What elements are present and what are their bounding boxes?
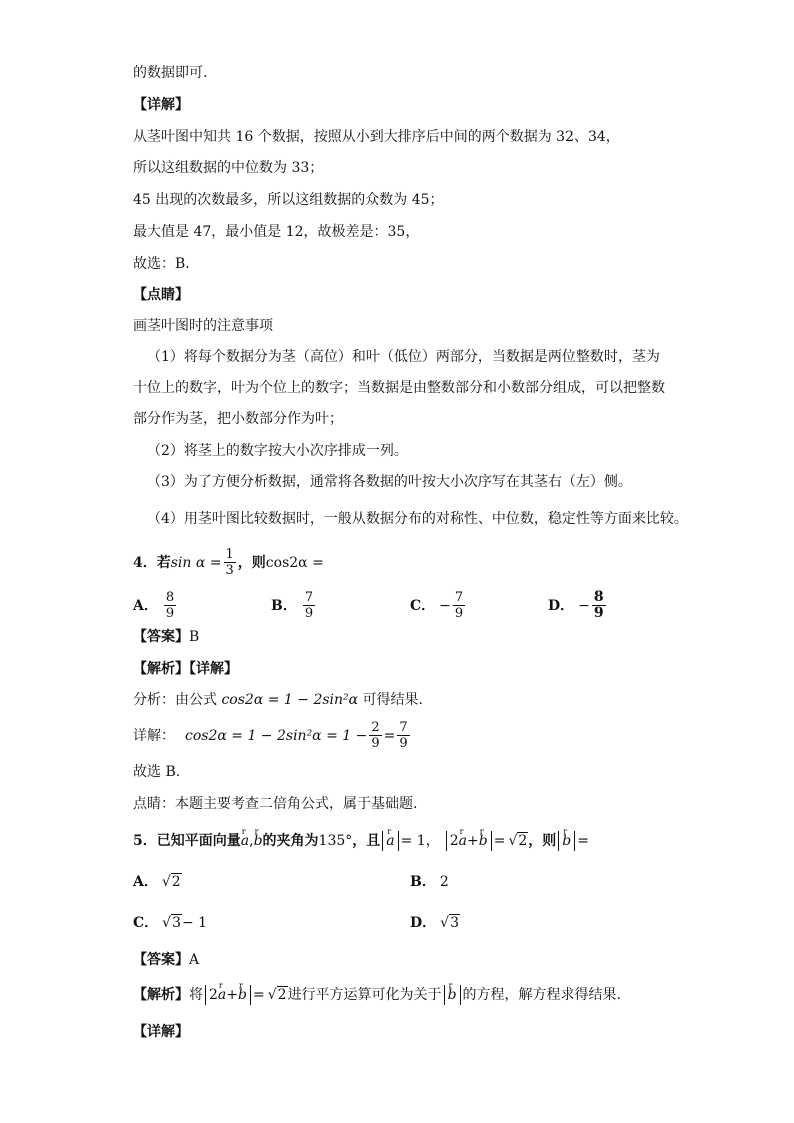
- text-line: 从茎叶图中知共 16 个数据，按照从小到大排序后中间的两个数据为 32、34，: [133, 129, 620, 145]
- option-a: A． $\frac{8}{9}$: [133, 590, 175, 621]
- fraction: $\frac{1}{3}$: [225, 547, 234, 578]
- text-line: 的数据即可.: [133, 65, 208, 81]
- analysis-line: 【解析】 将 2r a+r b = √2 进行平方运算可化为关于 r b 的方程，解方程求得结果.: [133, 985, 621, 1005]
- text-line: （3）为了方便分析数据，通常将各数据的叶按大小次序写在其茎右（左）侧。: [147, 474, 632, 490]
- answer-line: 【答案】A: [133, 952, 200, 968]
- abs-a: r a: [382, 831, 398, 851]
- question-4: 4．若 sin α = $\frac{1}{3}$ ，则 cos2α =: [133, 547, 324, 578]
- abs-b: r b: [558, 831, 575, 851]
- analysis-line: 分析：由公式 cos2α = 1 − 2sin²α 可得结果.: [133, 692, 423, 708]
- question-number: 4．若: [133, 554, 171, 571]
- text-line: 所以这组数据的中位数为 33；: [133, 160, 324, 176]
- text-line: 故选：B．: [133, 256, 200, 272]
- option-d: D． − $\frac{8}{9}$: [548, 589, 604, 621]
- vector-a: r a: [241, 831, 249, 851]
- option-c: C． − $\frac{7}{9}$: [410, 590, 464, 621]
- answer-line: 【答案】B: [133, 629, 200, 645]
- option-a: A． √2: [133, 874, 181, 890]
- condition-lhs: sin α =: [170, 554, 222, 571]
- text-line: （1）将每个数据分为茎（高位）和叶（低位）两部分，当数据是两位整数时，茎为: [147, 349, 660, 365]
- section-heading-detail: 【详解】: [133, 97, 189, 113]
- section-heading-comment: 【点睛】: [133, 287, 189, 303]
- question-number: 5．已知平面向量: [133, 833, 241, 849]
- comment-line: 点睛：本题主要考查二倍角公式，属于基础题.: [133, 796, 418, 812]
- vector-b: r b: [254, 831, 263, 851]
- abs-2a-plus-b: 2r a+r b: [446, 831, 492, 851]
- text-line: 部分作为茎，把小数部分作为叶；: [133, 411, 343, 427]
- section-heading-detail: 【详解】: [133, 1024, 189, 1040]
- choose-line: 故选 B.: [133, 764, 181, 780]
- detail-line: 详解： cos2α = 1 − 2sin²α = 1 − $\frac{2}{9}$ = $\frac{7}{9}$: [133, 720, 408, 751]
- analysis-heading: 【解析】【详解】: [133, 661, 238, 677]
- question-ask: cos2α =: [265, 554, 324, 571]
- question-5: 5．已知平面向量 r a , r b 的夹角为 135° ，且 r a = 1， 2r a+r b = √2 ，则 r b =: [133, 831, 589, 851]
- option-b: B． $\frac{7}{9}$: [271, 590, 314, 621]
- option-d: D． √3: [410, 915, 459, 931]
- text-line: 45 出现的次数最多，所以这组数据的众数为 45；: [133, 192, 444, 208]
- option-c: C． √3 − 1: [133, 915, 208, 931]
- text-line: 十位上的数字，叶为个位上的数字；当数据是由整数部分和小数部分组成，可以把整数: [133, 380, 665, 396]
- text-line: （2）将茎上的数字按大小次序排成一列。: [147, 443, 408, 459]
- text-line: （4）用茎叶图比较数据时，一般从数据分布的对称性、中位数，稳定性等方面来比较。: [147, 511, 688, 527]
- text-line: 画茎叶图时的注意事项: [133, 318, 273, 334]
- option-b: B． 2: [410, 874, 449, 890]
- text-line: 最大值是 47，最小值是 12，故极差是：35，: [133, 224, 420, 240]
